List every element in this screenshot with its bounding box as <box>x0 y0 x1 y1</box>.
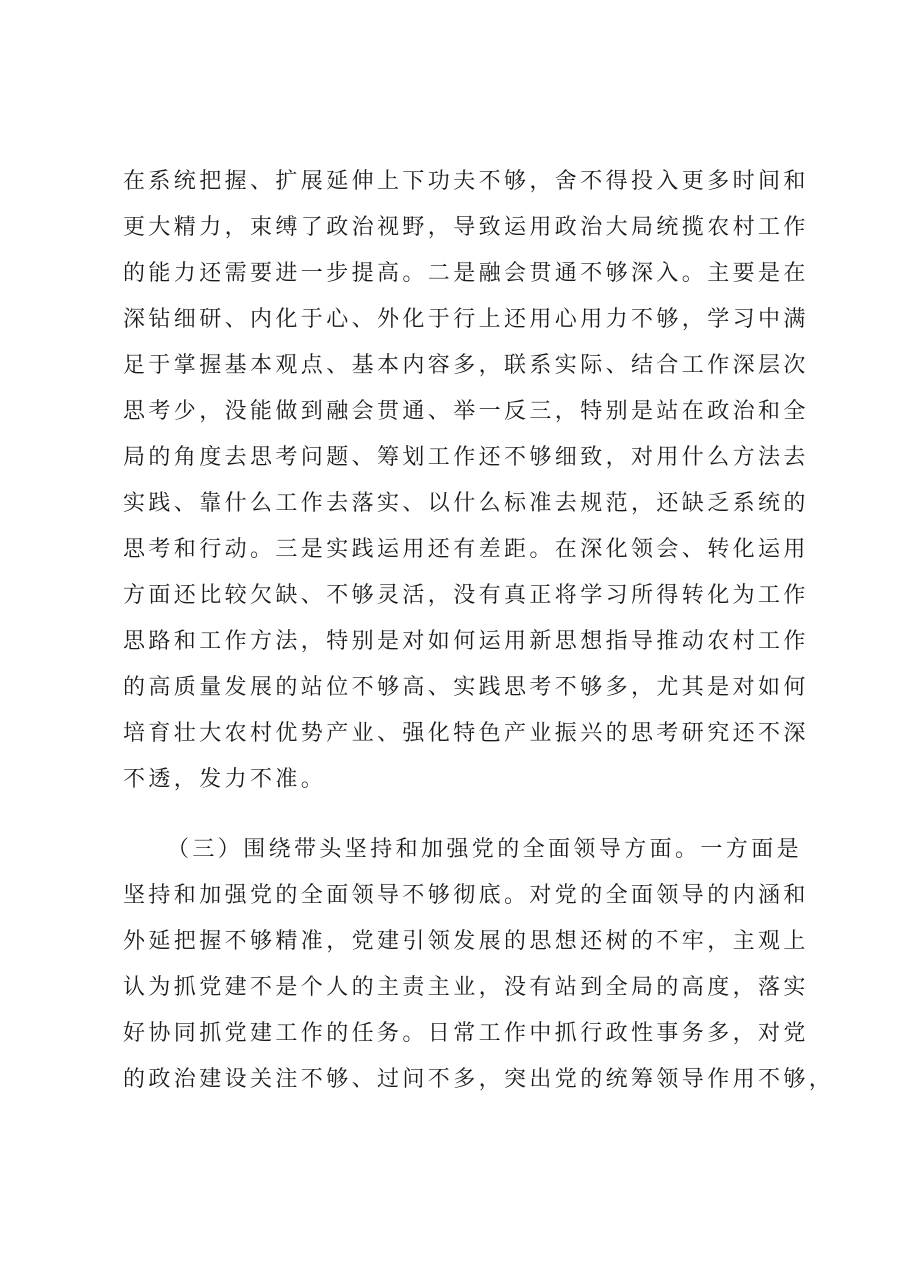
text-line: 认为抓党建不是个人的主责主业，没有站到全局的高度，落实 <box>123 975 809 1000</box>
text-line: 的政治建设关注不够、过问不多，突出党的统筹领导作用不够， <box>123 1067 835 1092</box>
text-line: 外延把握不够精准，党建引领发展的思想还树的不牢，主观上 <box>123 929 809 954</box>
text-line: 坚持和加强党的全面领导不够彻底。对党的全面领导的内涵和 <box>123 883 809 908</box>
text-line: 思考少，没能做到融会贯通、举一反三，特别是站在政治和全 <box>123 399 809 424</box>
paragraph-section-three <box>123 827 835 1103</box>
text-line: 思考和行动。三是实践运用还有差距。在深化领会、转化运用 <box>123 537 809 562</box>
text-line: 不透，发力不准。 <box>123 767 327 792</box>
text-line: 更大精力，束缚了政治视野，导致运用政治大局统揽农村工作 <box>123 215 809 240</box>
section-heading-line: （三）围绕带头坚持和加强党的全面领导方面。一方面是 <box>167 837 803 862</box>
text-line: 在系统把握、扩展延伸上下功夫不够，舍不得投入更多时间和 <box>123 169 809 194</box>
text-line: 的高质量发展的站位不够高、实践思考不够多，尤其是对如何 <box>123 675 809 700</box>
text-line: 好协同抓党建工作的任务。日常工作中抓行政性事务多，对党 <box>123 1021 809 1046</box>
text-line: 足于掌握基本观点、基本内容多，联系实际、结合工作深层次 <box>123 353 809 378</box>
text-line: 实践、靠什么工作去落实、以什么标准去规范，还缺乏系统的 <box>123 491 809 516</box>
text-line: 培育壮大农村优势产业、强化特色产业振兴的思考研究还不深 <box>123 721 809 746</box>
text-line: 的能力还需要进一步提高。二是融会贯通不够深入。主要是在 <box>123 261 809 286</box>
text-line: 深钻细研、内化于心、外化于行上还用心用力不够，学习中满 <box>123 307 809 332</box>
text-line: 方面还比较欠缺、不够灵活，没有真正将学习所得转化为工作 <box>123 583 809 608</box>
paragraph-continuation <box>123 159 813 803</box>
text-line: 思路和工作方法，特别是对如何运用新思想指导推动农村工作 <box>123 629 809 654</box>
text-line: 局的角度去思考问题、筹划工作还不够细致，对用什么方法去 <box>123 445 809 470</box>
